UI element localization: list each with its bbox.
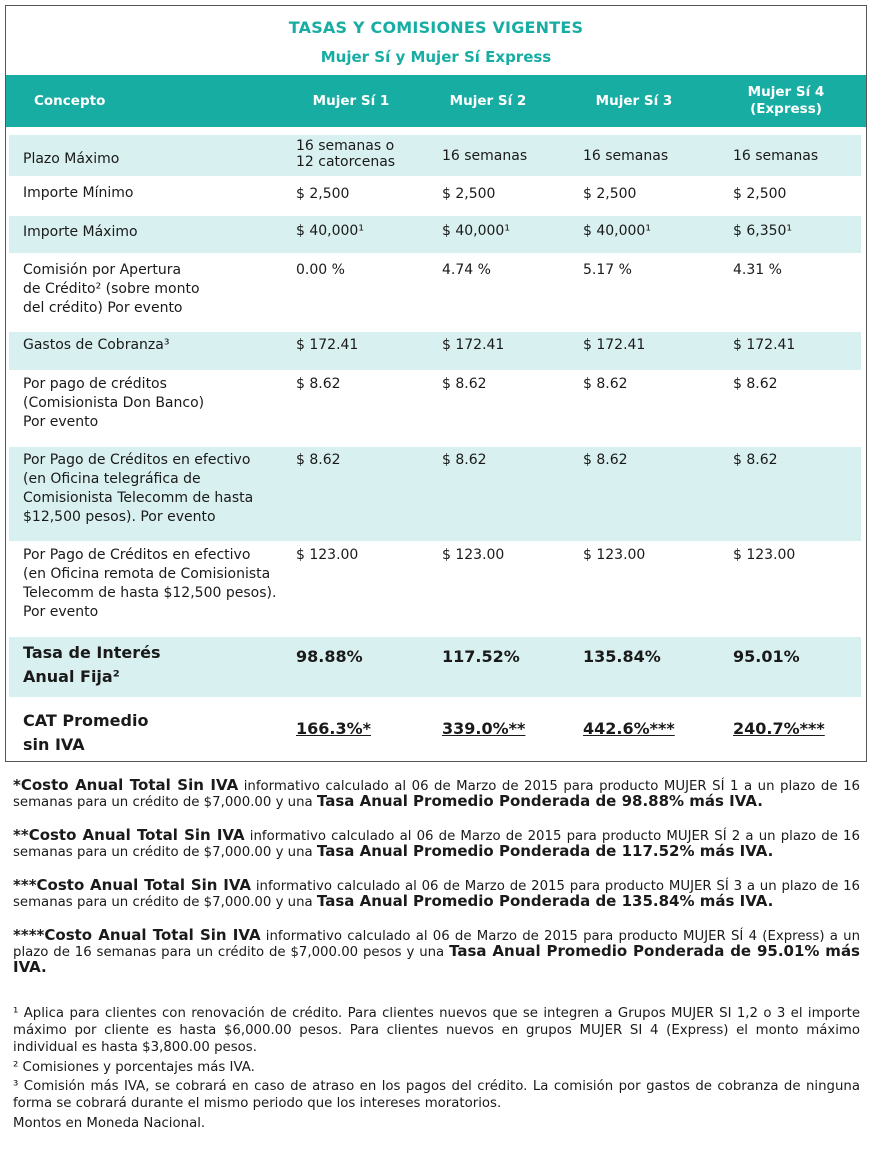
cat-note [13,928,860,976]
row-label [23,641,288,689]
cell-value-line: 12 catorcenas [296,154,396,170]
row-label: Importe Mínimo [23,185,134,201]
row-label-line: Comisionista Telecomm de hasta [23,490,254,506]
cell-value: 135.84% [583,647,661,666]
row-label: Gastos de Cobranza³ [23,337,170,353]
cell-value: 117.52% [442,647,520,666]
cell-value: 0.00 % [296,262,345,278]
cell-value: $ 6,350¹ [733,223,793,239]
row-label-line: del crédito) Por evento [23,300,183,316]
row-label-line: de Crédito² (sobre monto [23,281,200,297]
cell-value: $ 8.62 [733,376,778,392]
cell-value: $ 2,500 [733,186,787,202]
cat-note-bold: ****Costo Anual Total Sin IVA [13,926,261,944]
table-row [6,541,866,637]
row-label-line: Por evento [23,414,99,430]
cell-value: 98.88% [296,647,363,666]
page-title: TASAS Y COMISIONES VIGENTES [288,18,584,37]
cell-value: 442.6%*** [583,719,675,738]
cell-value: 166.3%* [296,719,372,738]
cell-value: $ 172.41 [583,337,646,353]
cat-note-bold: ***Costo Anual Total Sin IVA [13,876,252,894]
table-row [6,176,866,216]
row-label-line: Anual Fija² [23,667,120,686]
row-label-line: Por pago de créditos [23,376,167,392]
cell-value: $ 8.62 [296,452,341,468]
row-label: Importe Máximo [23,224,138,240]
row-label [23,261,288,318]
row-label-line: CAT Promedio [23,711,149,730]
cell-value: $ 8.62 [442,376,487,392]
table-row [6,637,866,697]
table-row [6,253,866,332]
cat-note-text: informativo calculado al 06 de Marzo de 2015 para producto MUJER SÍ 3 a un plazo de 16 semanas para un crédito de $7,000.00 y una [13,879,860,910]
row-label-line: Por evento [23,604,99,620]
cat-note-text: informativo calculado al 06 de Marzo de 2015 para producto MUJER SÍ 4 (Express) a un plazo de 16 semanas para un crédito de $7,000.00 pesos y una [13,929,860,960]
cell-value: $ 8.62 [296,376,341,392]
footnote-3: ³ Comisión más IVA, se cobrará en caso de atraso en los pagos del crédito. La comisión por gastos de cobranza de ninguna forma se cobrará durante el mismo periodo que los intereses moratorios. [13,1079,860,1111]
table-row [6,135,866,176]
row-label: Plazo Máximo [23,151,120,167]
cat-note-bold: Tasa Anual Promedio Ponderada de 98.88% más IVA. [316,792,763,810]
cell-value-line: 16 semanas o [296,138,395,154]
row-label-line: Telecomm de hasta $12,500 pesos). [23,585,277,601]
row-label-line: sin IVA [23,735,85,754]
cell-value: $ 8.62 [442,452,487,468]
cell-value: $ 172.41 [733,337,796,353]
header-mujer-si-3: Mujer Sí 3 [595,92,673,109]
cell-value: $ 123.00 [296,547,359,563]
row-label-line: $12,500 pesos). Por evento [23,509,216,525]
cell-value: $ 2,500 [296,186,350,202]
cell-value: 95.01% [733,647,800,666]
header-mujer-si-2: Mujer Sí 2 [449,92,527,109]
cell-value: 4.74 % [442,262,491,278]
row-label-line: Tasa de Interés [23,643,161,662]
table-header [6,75,866,127]
footnote-1: ¹ Aplica para clientes con renovación de crédito. Para clientes nuevos que se integren a Grupos MUJER SI 1,2 o 3 el importe máximo por cliente es hasta $6,000.00 pesos. Para clientes nuevos en grupos MUJER SI 4 (Express) el monto máximo individual es hasta $3,800.00 pesos. [13,1006,860,1055]
cat-note-bold: Tasa Anual Promedio Ponderada de 117.52% más IVA. [316,842,774,860]
cell-value: $ 123.00 [583,547,646,563]
cell-value: 16 semanas [733,148,819,164]
cat-note [13,828,860,860]
cell-value: 16 semanas [583,148,669,164]
cell-value: $ 123.00 [442,547,505,563]
page-subtitle: Mujer Sí y Mujer Sí Express [320,48,552,66]
table-row [6,216,866,253]
cell-value: $ 40,000¹ [296,223,364,239]
cat-note [13,778,860,810]
row-label [23,375,288,432]
header-mujer-si-1: Mujer Sí 1 [312,92,390,109]
header-mujer-si-4-line1: Mujer Sí 4 [747,84,825,100]
cell-value: $ 8.62 [583,452,628,468]
table-row [6,370,866,447]
row-label-line: Por Pago de Créditos en efectivo [23,547,251,563]
header-concept: Concepto [34,93,106,109]
cell-value: 240.7%*** [733,719,825,738]
row-label-line: Por Pago de Créditos en efectivo [23,452,251,468]
table-row [6,447,866,541]
table-row [6,332,866,370]
cat-note-bold: Tasa Anual Promedio Ponderada de 95.01% más IVA. [13,942,860,976]
footnote-currency: Montos en Moneda Nacional. [13,1116,206,1131]
cell-value: $ 40,000¹ [583,223,651,239]
cell-value: $ 172.41 [296,337,359,353]
cat-note-bold: **Costo Anual Total Sin IVA [13,826,245,844]
cell-value: $ 172.41 [442,337,505,353]
cell-value: $ 2,500 [442,186,496,202]
cat-note [13,878,860,910]
cell-value: $ 123.00 [733,547,796,563]
table-row [6,697,866,759]
footnote-2: ² Comisiones y porcentajes más IVA. [13,1060,255,1075]
header-mujer-si-4-line2: (Express) [750,101,822,117]
cat-note-text: informativo calculado al 06 de Marzo de 2015 para producto MUJER SÍ 2 a un plazo de 16 semanas para un crédito de $7,000.00 y una [13,829,860,860]
rates-table-frame [5,5,867,762]
cell-value: $ 8.62 [583,376,628,392]
row-label [23,451,288,527]
cell-value: $ 8.62 [733,452,778,468]
cell-value: 16 semanas [442,148,528,164]
cell-value: $ 40,000¹ [442,223,510,239]
cat-note-text: informativo calculado al 06 de Marzo de 2015 para producto MUJER SÍ 1 a un plazo de 16 semanas para un crédito de $7,000.00 y una [13,779,860,810]
cat-note-bold: *Costo Anual Total Sin IVA [13,776,239,794]
row-label-line: (en Oficina telegráfica de [23,471,201,487]
cell-value: 339.0%** [442,719,526,738]
row-label [23,546,288,622]
row-label-line: Comisión por Apertura [23,262,182,278]
row-label-line: (en Oficina remota de Comisionista [23,566,271,582]
cell-value: 4.31 % [733,262,782,278]
cell-value [296,138,436,170]
cell-value: 5.17 % [583,262,632,278]
row-label [23,709,288,757]
cat-note-bold: Tasa Anual Promedio Ponderada de 135.84% más IVA. [316,892,774,910]
row-label-line: (Comisionista Don Banco) [23,395,205,411]
cell-value: $ 2,500 [583,186,637,202]
header-mujer-si-4 [721,75,851,127]
